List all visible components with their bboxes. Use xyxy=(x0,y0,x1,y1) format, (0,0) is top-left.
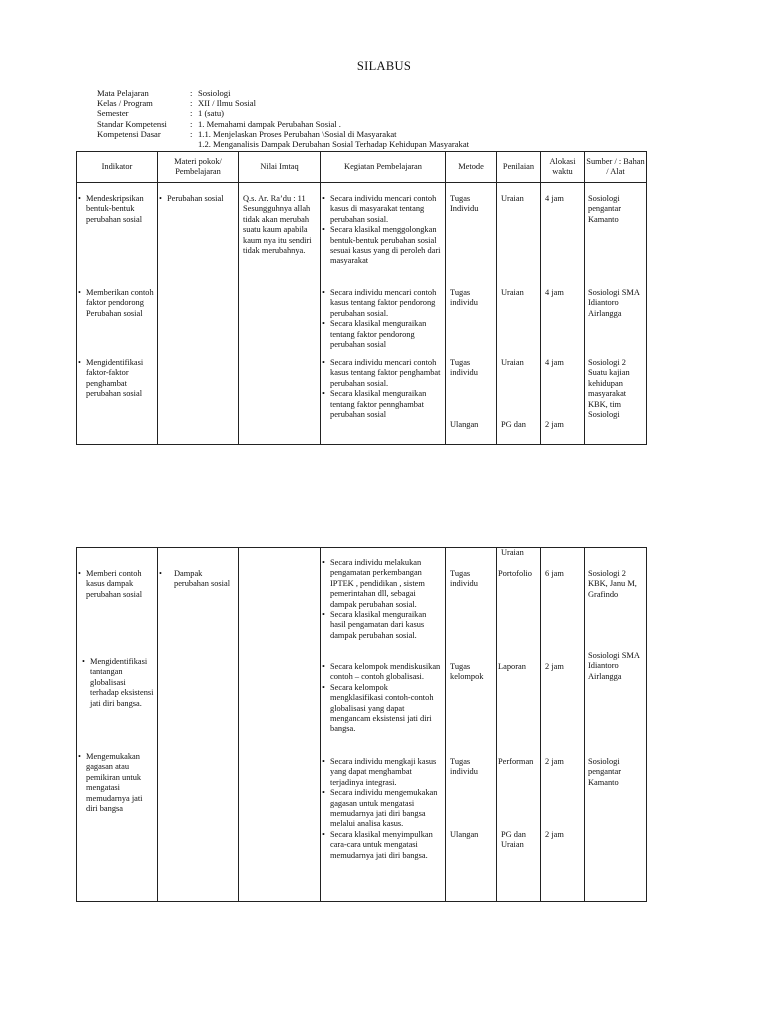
meta-row: Mata Pelajaran : Sosiologi xyxy=(97,88,231,98)
kegiatan-group xyxy=(323,662,443,757)
meta-key: Mata Pelajaran xyxy=(97,88,149,98)
meta-value: Sosiologi xyxy=(198,88,231,98)
penilaian-item: Laporan xyxy=(498,662,526,671)
kegiatan-item: • Secara individu melakukan pengamatan perkembangan IPTEK , pendidikan , sistem pemerintahan dll, sebagai dampak perubahan sosial. xyxy=(323,558,443,610)
indikator-cell xyxy=(77,183,158,445)
kegiatan-group xyxy=(323,558,443,662)
penilaian-item: Uraian xyxy=(501,358,524,367)
kegiatan-item: • Secara klasikal menguraikan hasil pengamatan dari kasus dampak perubahan sosial. xyxy=(323,610,443,641)
meta-key: Semester xyxy=(97,108,129,119)
kegiatan-item: • Secara individu mencari contoh kasus tentang faktor pendorong perubahan sosial. xyxy=(323,288,443,319)
kegiatan-item: • Secara individu mencari contoh kasus di masyarakat tentang perubahan sosial. xyxy=(323,194,443,225)
kegiatan-group xyxy=(323,757,443,861)
meta-key: Kompetensi Dasar xyxy=(97,128,161,139)
penilaian-item: Uraian xyxy=(501,288,524,297)
indikator-item: • Memberi contoh kasus dampak perubahan sosial xyxy=(79,569,155,657)
waktu-cell xyxy=(541,183,585,445)
imtaq-cell xyxy=(239,548,321,902)
meta-key: Standar Kompetensi xyxy=(97,118,167,129)
waktu-item: 2 jam xyxy=(545,420,564,429)
indikator-item: • Mengidentifikasi faktor-faktor penghambat perubahan sosial xyxy=(79,358,155,400)
metode-item: Tugas kelompok xyxy=(450,662,484,682)
sumber-cell xyxy=(585,548,647,902)
sumber-item: Sosiologi pengantar Kamanto xyxy=(588,757,622,787)
kegiatan-item: • Secara individu mencari contoh kasus tentang faktor penghambat perubahan sosial. xyxy=(323,358,443,389)
header-sumber: Sumber / : Bahan / Alat xyxy=(585,152,647,183)
kegiatan-item: • Secara klasikal menggolongkan bentuk-bentuk perubahan sosial sesuai kasus yang di peroleh dari masyarakat xyxy=(323,225,443,267)
penilaian-item: PG dan Uraian xyxy=(501,830,526,850)
metode-item: Tugas individu xyxy=(450,569,478,589)
metode-item: Tugas individu xyxy=(450,288,478,308)
kegiatan-item: • Secara klasikal menguraikan tentang faktor pennghambat perubahan sosial xyxy=(323,389,443,420)
materi-item: • Dampak perubahan sosial xyxy=(160,569,236,590)
penilaian-item: Uraian xyxy=(501,194,524,203)
kegiatan-group xyxy=(323,358,443,420)
kegiatan-cell xyxy=(321,548,446,902)
penilaian-carryover: Uraian xyxy=(501,548,524,557)
meta-key xyxy=(97,139,190,149)
header-kegiatan: Kegiatan Pembelajaran xyxy=(321,152,446,183)
waktu-cell xyxy=(541,548,585,902)
sumber-item: Sosiologi SMA Idiantoro Airlangga xyxy=(588,651,640,681)
waktu-item: 4 jam xyxy=(545,288,564,297)
sumber-item: Sosiologi pengantar Kamanto xyxy=(588,194,622,224)
table-row xyxy=(77,183,647,445)
penilaian-item: Portofolio xyxy=(498,569,532,578)
kegiatan-group xyxy=(323,288,443,358)
imtaq-cell xyxy=(239,183,321,445)
syllabus-table-1 xyxy=(76,151,647,445)
indikator-item: • Mendeskripsikan bentuk-bentuk perubahan sosial xyxy=(79,194,155,288)
metode-cell xyxy=(446,183,497,445)
waktu-item: 4 jam xyxy=(545,194,564,203)
kegiatan-item: • Secara klasikal menyimpulkan cara-cara untuk mengatasi memudarnya jati diri bangsa. xyxy=(323,830,443,861)
metode-item: Tugas individu xyxy=(450,358,478,378)
header-imtaq: Nilai Imtaq xyxy=(239,152,321,183)
sumber-item: Sosiologi SMA Idiantoro Airlangga xyxy=(588,288,640,318)
table-row xyxy=(77,548,647,902)
header-penilaian: Penilaian xyxy=(497,152,541,183)
kegiatan-group xyxy=(323,194,443,288)
indikator-item: • Mengemukakan gagasan atau pemikiran untuk mengatasi memudarnya jati diri bangsa xyxy=(79,752,155,814)
indikator-cell xyxy=(77,548,158,902)
materi-cell xyxy=(158,183,239,445)
meta-row xyxy=(97,139,469,149)
kegiatan-cell xyxy=(321,183,446,445)
materi-cell xyxy=(158,548,239,902)
penilaian-item: Performan xyxy=(498,757,534,766)
header-indikator: Indikator xyxy=(77,152,158,183)
meta-row: Semester : 1 (satu) xyxy=(97,108,225,119)
penilaian-cell xyxy=(497,548,541,902)
sumber-item: Sosiologi 2 Suatu kajian kehidupan masyarakat KBK, tim Sosiologi xyxy=(588,358,630,420)
meta-value: 1.1. Menjelaskan Proses Perubahan \Sosial di Masyarakat xyxy=(198,128,397,139)
kegiatan-item: • Secara kelompok mengklasifikasi contoh-contoh globalisasi yang dapat mengancam eksistensi jati diri bangsa. xyxy=(323,683,443,735)
metode-cell xyxy=(446,548,497,902)
header-row xyxy=(77,152,647,183)
syllabus-meta xyxy=(97,88,469,149)
kegiatan-item: • Secara kelompok mendiskusikan contoh – contoh globalisasi. xyxy=(323,662,443,683)
sumber-item: Sosiologi 2 KBK, Janu M, Grafindo xyxy=(588,569,637,599)
meta-value: 1. Memahami dampak Perubahan Sosial . xyxy=(198,118,341,129)
waktu-item: 6 jam xyxy=(545,569,564,578)
waktu-item: 4 jam xyxy=(545,358,564,367)
penilaian-item: PG dan xyxy=(501,420,526,429)
sumber-cell xyxy=(585,183,647,445)
imtaq-text: Q.s. Ar. Ra’du : 11 Sesungguhnya allah tidak akan merubah suatu kaum apabila kaum nya itu sendiri tidak merubahnya. xyxy=(243,194,312,256)
meta-row: Standar Kompetensi : 1. Memahami dampak Perubahan Sosial . xyxy=(97,118,341,129)
metode-item: Tugas individu xyxy=(450,757,478,777)
materi-item: • Perubahan sosial xyxy=(160,194,236,204)
waktu-item: 2 jam xyxy=(545,830,564,839)
meta-value: 1 (satu) xyxy=(198,108,225,119)
metode-item: Ulangan xyxy=(450,420,479,429)
metode-item: Tugas Individu xyxy=(450,194,479,214)
kegiatan-item: • Secara individu mengkaji kasus yang dapat menghambat terjadinya integrasi. xyxy=(323,757,443,788)
waktu-item: 2 jam xyxy=(545,662,564,671)
kegiatan-item: • Secara klasikal menguraikan tentang faktor pendorong perubahan sosial xyxy=(323,319,443,350)
meta-key: Kelas / Program xyxy=(97,98,153,109)
waktu-item: 2 jam xyxy=(545,757,564,766)
penilaian-cell xyxy=(497,183,541,445)
metode-item: Ulangan xyxy=(450,830,479,839)
kegiatan-item: • Secara individu mengemukakan gagasan untuk mengatasi memudarnya jati diri bangsa melalui analisa kasus. xyxy=(323,788,443,830)
syllabus-table-2 xyxy=(76,547,647,902)
indikator-item: • Memberikan contoh faktor pendorong Perubahan sosial xyxy=(79,288,155,358)
document-title: SILABUS xyxy=(356,59,412,73)
meta-value: 1.2. Menganalisis Dampak Derubahan Sosial Terhadap Kehidupan Masyarakat xyxy=(198,139,470,150)
meta-value: XII / Ilmu Sosial xyxy=(198,98,257,109)
header-metode: Metode xyxy=(446,152,497,183)
meta-row: Kelas / Program : XII / Ilmu Sosial xyxy=(97,98,257,109)
header-waktu: Alokasi waktu xyxy=(541,152,585,183)
indikator-item: • Mengidentifikasi tantangan globalisasi terhadap eksistensi jati diri bangsa. xyxy=(83,657,155,752)
meta-row: Kompetensi Dasar : 1.1. Menjelaskan Proses Perubahan \Sosial di Masyarakat xyxy=(97,128,397,139)
header-materi: Materi pokok/ Pembelajaran xyxy=(158,152,239,183)
